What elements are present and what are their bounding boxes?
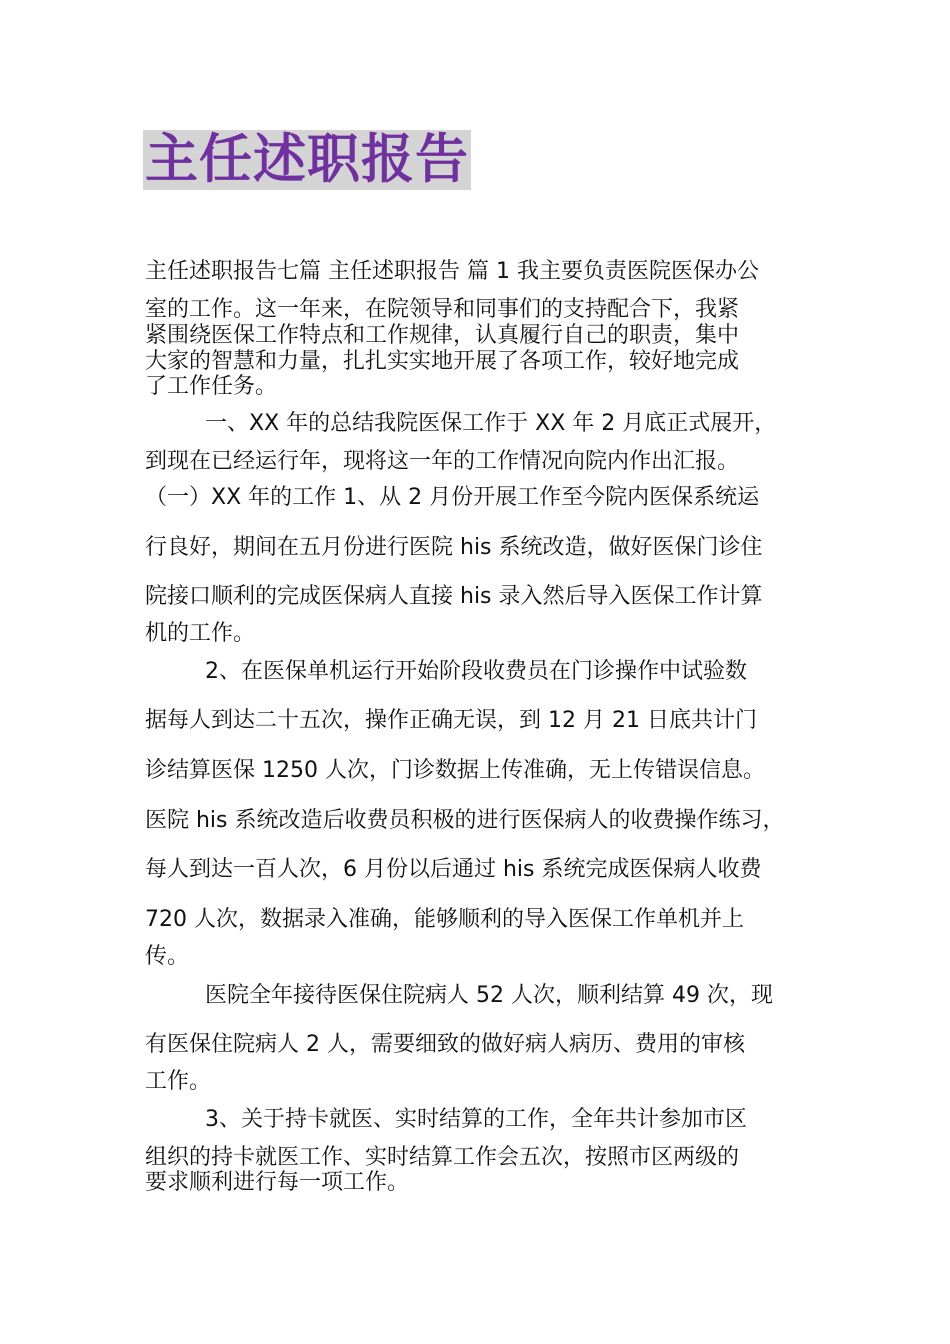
paragraph-line: 医院 his 系统改造后收费员积极的进行医保病人的收费操作练习， [145, 808, 785, 833]
paragraph-line: 传。 [145, 944, 190, 969]
paragraph-line: 诊结算医保 1250 人次，门诊数据上传准确，无上传错误信息。 [145, 758, 765, 783]
paragraph-line: 到现在已经运行年，现将这一年的工作情况向院内作出汇报。 [145, 449, 740, 474]
paragraph-line: 紧围绕医保工作特点和工作规律，认真履行自己的职责，集中 [145, 323, 740, 348]
paragraph-line: 大家的智慧和力量，扎扎实实地开展了各项工作，较好地完成 [145, 349, 740, 374]
paragraph-line: 一、XX 年的总结我院医保工作于 XX 年 2 月底正式展开， [205, 411, 777, 436]
paragraph-line: 2、在医保单机运行开始阶段收费员在门诊操作中试验数 [205, 659, 747, 684]
paragraph-line: 每人到达一百人次，6 月份以后通过 his 系统完成医保病人收费 [145, 857, 762, 882]
paragraph-line: 要求顺利进行每一项工作。 [145, 1170, 410, 1195]
paragraph-line: 医院全年接待医保住院病人 52 人次，顺利结算 49 次，现 [205, 983, 773, 1008]
paragraph-line: 了工作任务。 [145, 374, 278, 399]
paragraph-line: 3、关于持卡就医、实时结算的工作，全年共计参加市区 [205, 1107, 747, 1132]
paragraph-line: 主任述职报告七篇 主任述职报告 篇 1 我主要负责医院医保办公 [145, 259, 759, 284]
paragraph-line: 据每人到达二十五次，操作正确无误，到 12 月 21 日底共计门 [145, 708, 757, 733]
paragraph-line: 组织的持卡就医工作、实时结算工作会五次，按照市区两级的 [145, 1145, 740, 1170]
paragraph-line: 室的工作。这一年来，在院领导和同事们的支持配合下，我紧 [145, 297, 740, 322]
paragraph-line: （一）XX 年的工作 1、从 2 月份开展工作至今院内医保系统运 [145, 485, 760, 510]
paragraph-line: 行良好，期间在五月份进行医院 his 系统改造，做好医保门诊住 [145, 535, 763, 560]
paragraph-line: 工作。 [145, 1069, 212, 1094]
document-title: 主任述职报告 [145, 129, 469, 190]
paragraph-line: 机的工作。 [145, 621, 256, 646]
paragraph-line: 院接口顺利的完成医保病人直接 his 录入然后导入医保工作计算 [145, 584, 763, 609]
paragraph-line: 720 人次，数据录入准确，能够顺利的导入医保工作单机并上 [145, 907, 744, 932]
paragraph-line: 有医保住院病人 2 人，需要细致的做好病人病历、费用的审核 [145, 1032, 745, 1057]
